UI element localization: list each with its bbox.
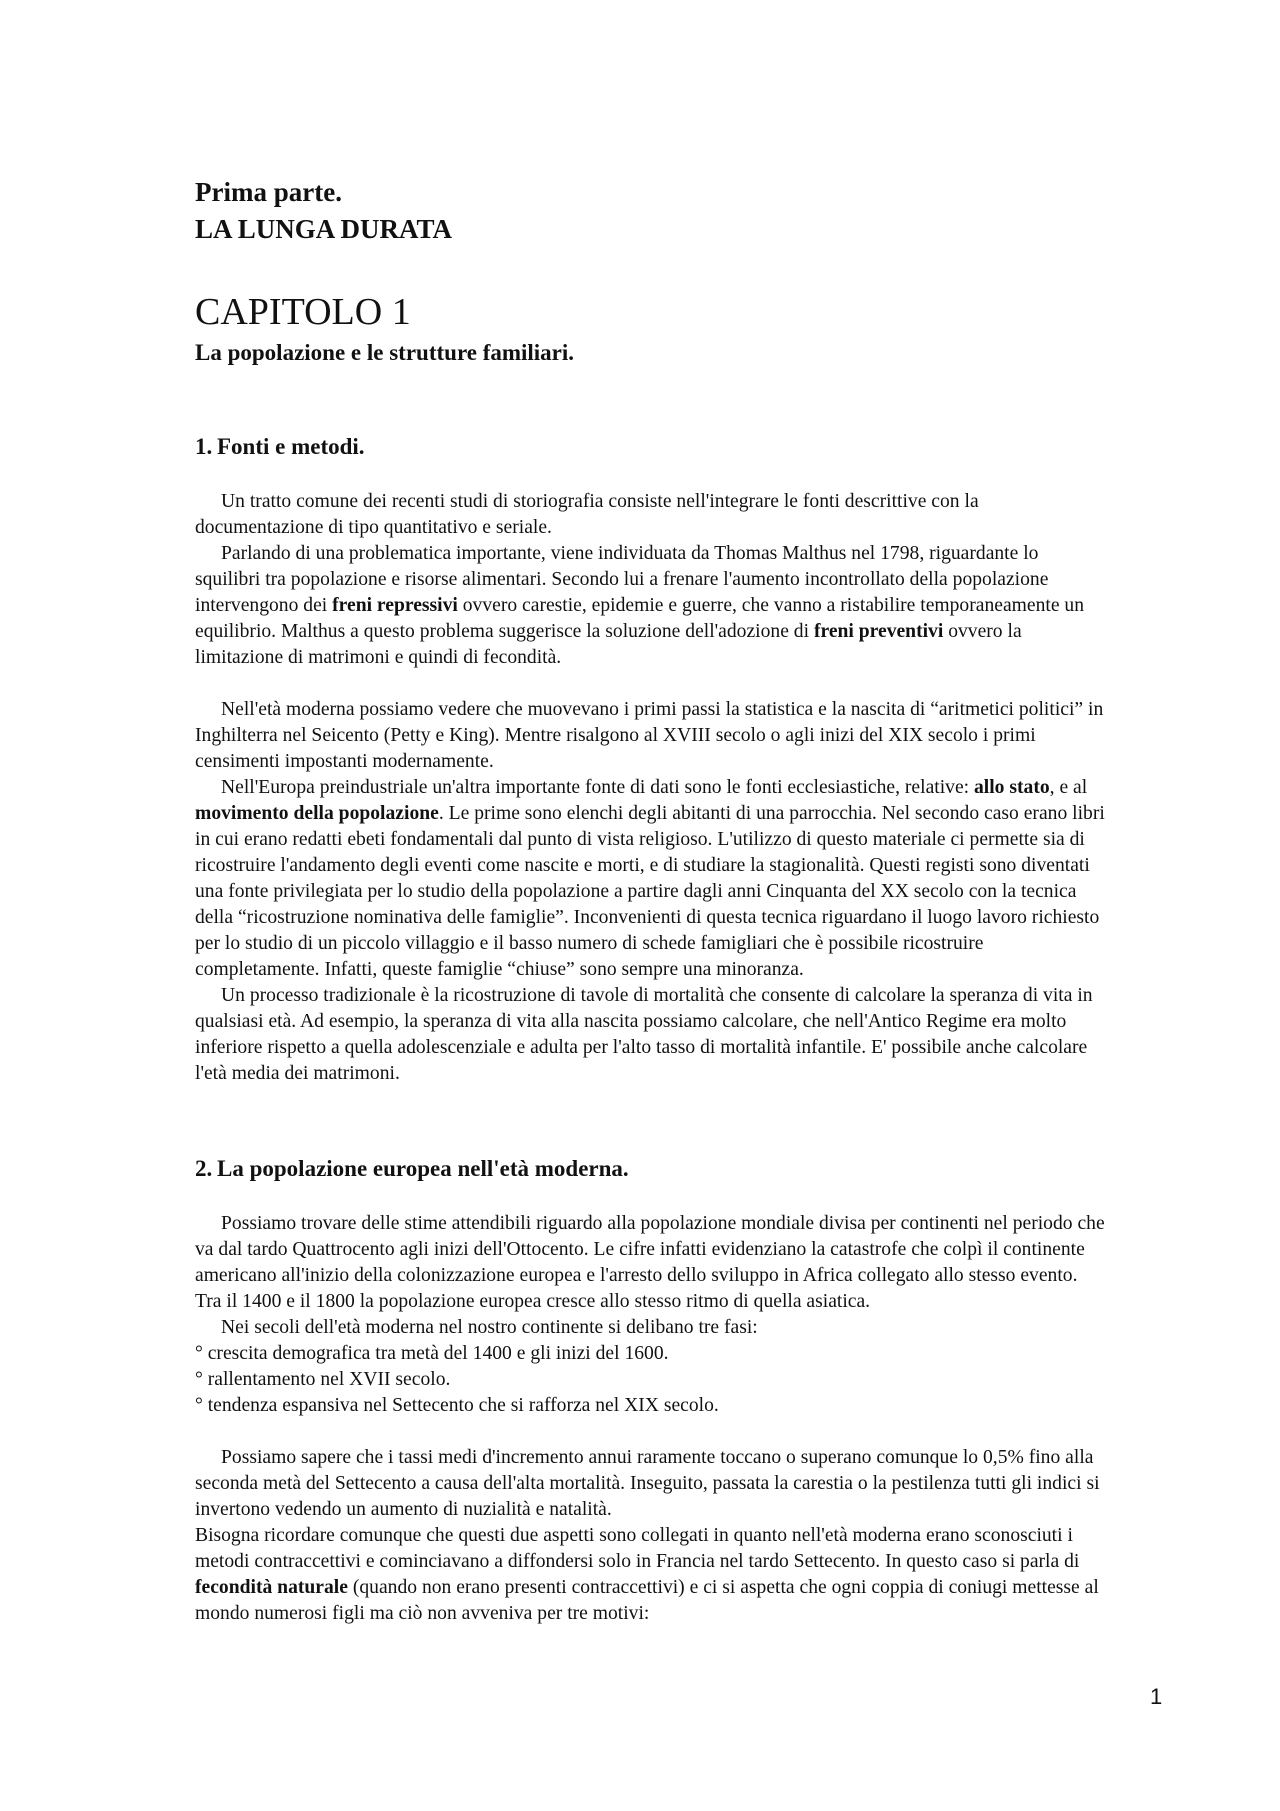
- section-2-body: [195, 1211, 1105, 1627]
- chapter-title: CAPITOLO 1: [195, 291, 411, 333]
- paragraph: Un processo tradizionale è la ricostruzione di tavole di mortalità che consente di calcolare la speranza di vita in qualsiasi età. Ad esempio, la speranza di vita alla nascita possiamo calcolare, che nell'Antico Regime era molto inferiore rispetto a quella adolescenziale e adulta per l'alto tasso di mortalità infantile. E' possibile anche calcolare l'età media dei matrimoni.: [195, 985, 1093, 1084]
- section-number: 1.: [195, 434, 213, 459]
- text-run: ovvero carestie, epidemie e guerre, che vanno a ristabilire temporaneamente un equilibrio. Malthus a questo problema suggerisce la soluzione dell'adozione di: [195, 595, 1085, 642]
- paragraph: Un tratto comune dei recenti studi di storiografia consiste nell'integrare le fonti descrittive con la documentazione di tipo quantitativo e seriale.: [195, 491, 979, 538]
- paragraph: Possiamo trovare delle stime attendibili riguardo alla popolazione mondiale divisa per continenti nel periodo che va dal tardo Quattrocento agli inizi dell'Ottocento. Le cifre infatti evidenziano la catastrofe che colpì il continente americano all'inizio della colonizzazione europea e l'arresto dello sviluppo in Africa collegato allo stesso evento. Tra il 1400 e il 1800 la popolazione europea cresce allo stesso ritmo di quella asiatica.: [195, 1213, 1105, 1312]
- paragraph: Nei secoli dell'età moderna nel nostro continente si delibano tre fasi:: [221, 1317, 758, 1338]
- text-run: , e al: [1049, 777, 1088, 798]
- bold-term: freni repressivi: [332, 595, 458, 616]
- section-heading-2: [195, 1154, 629, 1184]
- text-run: . Le prime sono elenchi degli abitanti di una parrocchia. Nel secondo caso erano libri in cui erano redatti ebeti fondamentali dal punto di vista religioso. L'utilizzo di questo materiale ci permette sia di ricostruire l'andamento degli eventi come nascite e morti, e di studiare la stagionalità. Questi registi sono diventati una fonte privilegiata per lo studio della popolazione a partire dagli anni Cinquanta del XX secolo con la tecnica della “ricostruzione nominativa delle famiglie”. Inconvenienti di questa tecnica riguardano il luogo lavoro richiesto per lo studio di un piccolo villaggio e il basso numero di schede famigliari che è possibile ricostruire completamente. Infatti, queste famiglie “chiuse” sono sempre una minoranza.: [195, 803, 1105, 980]
- bold-term: allo stato: [974, 777, 1050, 798]
- section-title: Fonti e metodi.: [217, 434, 365, 459]
- text-run: (quando non erano presenti contraccettivi) e ci si aspetta che ogni coppia di coniugi mettesse al mondo numerosi figli ma ciò non avveniva per tre motivi:: [195, 1577, 1099, 1624]
- chapter-subtitle: La popolazione e le strutture familiari.: [195, 340, 575, 365]
- part-label: Prima parte.: [195, 177, 342, 207]
- phases-list: [195, 1341, 1105, 1419]
- text-run: Bisogna ricordare comunque che questi due aspetti sono collegati in quanto nell'età moderna erano sconosciuti i metodi contraccettivi e cominciavano a diffondersi solo in Francia nel tardo Settecento. In questo caso si parla di: [195, 1525, 1080, 1572]
- section-number: 2.: [195, 1156, 213, 1181]
- spacer: [195, 1419, 1105, 1445]
- bold-term: freni preventivi: [813, 621, 944, 642]
- section-title: La popolazione europea nell'età moderna.: [217, 1156, 629, 1181]
- text-run: ovvero la limitazione di matrimoni e quindi di fecondità.: [195, 621, 1022, 668]
- section-1-body: [195, 489, 1105, 1087]
- part-heading: [195, 174, 452, 248]
- bold-term: movimento della popolazione: [195, 803, 439, 824]
- part-title: LA LUNGA DURATA: [195, 214, 453, 244]
- page-number: 1: [1150, 1684, 1163, 1709]
- paragraph: Nell'età moderna possiamo vedere che muovevano i primi passi la statistica e la nascita di “aritmetici politici” in Inghilterra nel Seicento (Petty e King). Mentre risalgono al XVIII secolo o agli inizi del XIX secolo i primi censimenti impostanti modernamente.: [195, 699, 1104, 772]
- list-item: ° crescita demografica tra metà del 1400 e gli inizi del 1600.: [195, 1343, 669, 1364]
- text-run: Nell'Europa preindustriale un'altra importante fonte di dati sono le fonti ecclesiastiche, relative:: [221, 777, 974, 798]
- list-item: ° tendenza espansiva nel Settecento che si rafforza nel XIX secolo.: [195, 1395, 719, 1416]
- text-run: Parlando di una problematica importante, viene individuata da Thomas Malthus nel 1798, riguardante lo squilibri tra popolazione e risorse alimentari. Secondo lui a frenare l'aumento incontrollato della popolazione intervengono dei: [195, 543, 1049, 616]
- paragraph: [195, 541, 1105, 671]
- paragraph: [195, 775, 1105, 983]
- spacer: [195, 671, 1105, 697]
- section-heading-1: [195, 432, 365, 462]
- bold-term: fecondità naturale: [195, 1577, 348, 1598]
- list-item: ° rallentamento nel XVII secolo.: [195, 1369, 451, 1390]
- paragraph: Possiamo sapere che i tassi medi d'incremento annui raramente toccano o superano comunque lo 0,5% fino alla seconda metà del Settecento a causa dell'alta mortalità. Inseguito, passata la carestia o la pestilenza tutti gli indici si invertono vedendo un aumento di nuzialità e natalità.: [195, 1447, 1100, 1520]
- paragraph: [195, 1523, 1105, 1627]
